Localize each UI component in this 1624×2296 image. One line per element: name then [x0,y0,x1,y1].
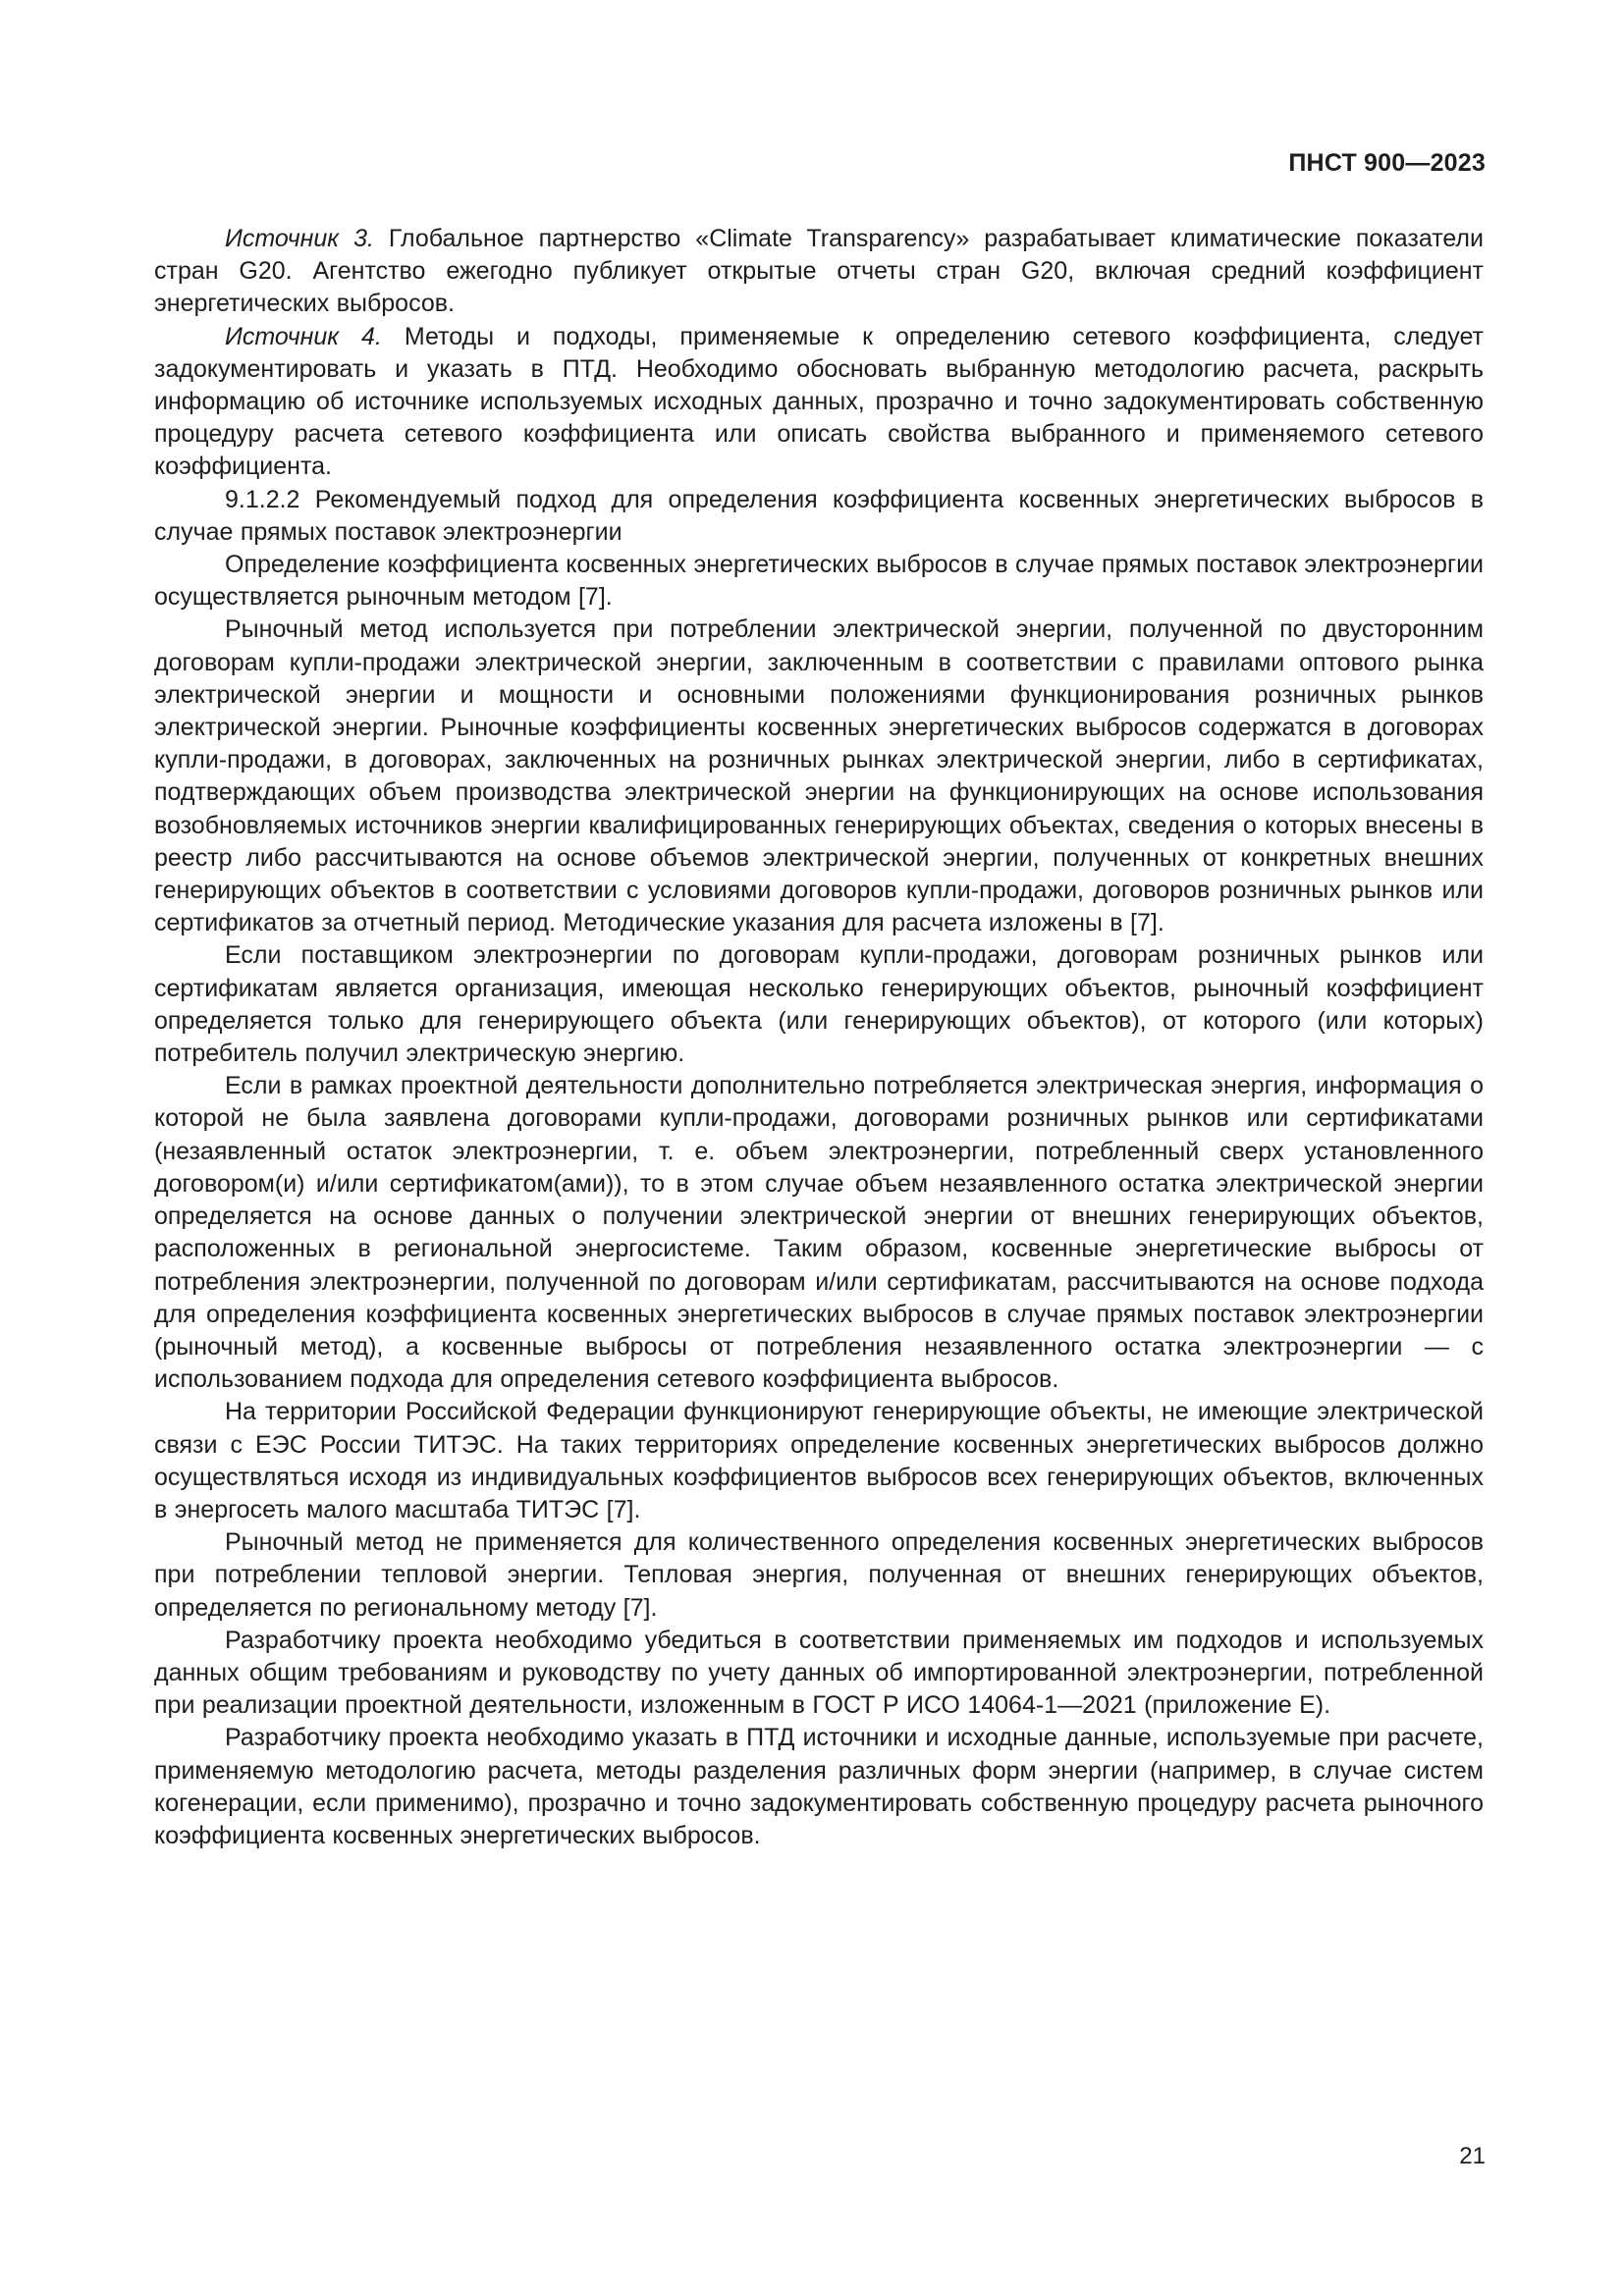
paragraph-source-3 [154,223,1484,321]
paragraph [154,1396,1484,1526]
paragraph-source-4 [154,321,1484,484]
section-heading-9-1-2-2 [154,484,1484,549]
paragraph-text: Если в рамках проектной деятельности дополнительно потребляется электрическая энергия, информация о которой не была заявлена договорами купли-продажи, договорами розничных рынков или сертификатами (незаявленный остаток электроэнергии, т. е. объем электроэнергии, потребленный сверх установленного договором(и) и/или сертификатом(ами)), то в этом случае объем незаявленного остатка электрической энергии определяется на основе данных о получении электрической энергии от внешних генерирующих объектов, расположенных в региональной энергосистеме. Таким образом, косвенные энергетические выбросы от потребления электроэнергии, полученной по договорам и/или сертификатам, рассчитываются на основе подхода для определения коэффициента косвенных энергетических выбросов в случае прямых поставок электроэнергии (рыночный метод), а косвенные выбросы от потребления незаявленного остатка электроэнергии — с использованием подхода для определения сетевого коэффициента выбросов. [154,1072,1484,1394]
paragraph [154,1526,1484,1625]
paragraph [154,549,1484,614]
page-number: 21 [1459,2143,1486,2169]
paragraph-lead-italic: Источник 4. [225,322,382,350]
paragraph [154,1625,1484,1723]
paragraph-text: Разработчику проекта необходимо указать в ПТД источники и исходные данные, используемые при расчете, применяемую методологию расчета, методы разделения различных форм энергии (например, в случае систем когенерации, если применимо), прозрачно и точно задокументировать собственную процедуру расчета рыночного коэффициента косвенных энергетических выбросов. [154,1724,1484,1849]
paragraph [154,614,1484,939]
paragraph-lead-italic: Источник 3. [225,225,374,252]
paragraph [154,939,1484,1070]
document-header-standard-id: ПНСТ 900—2023 [1288,149,1486,177]
paragraph-text: На территории Российской Федерации функционируют генерирующие объекты, не имеющие электрической связи с ЕЭС России ТИТЭС. На таких территориях определение косвенных энергетических выбросов должно осуществляться исходя из индивидуальных коэффициентов выбросов всех генерирующих объектов, включенных в энергосеть малого масштаба ТИТЭС [7]. [154,1398,1484,1523]
paragraph-text: Рыночный метод используется при потреблении электрической энергии, полученной по двусторонним договорам купли-продажи электрической энергии, заключенным в соответствии с правилами оптового рынка электрической энергии и мощности и основными положениями функционирования розничных рынков электрической энергии. Рыночные коэффициенты косвенных энергетических выбросов содержатся в договорах купли-продажи, в договорах, заключенных на розничных рынках электрической энергии, либо в сертификатах, подтверждающих объем производства электрической энергии на функционирующих на основе использования возобновляемых источников энергии квалифицированных генерирующих объектах, сведения о которых внесены в реестр либо рассчитываются на основе объемов электрической энергии, полученных от конкретных внешних генерирующих объектов в соответствии с условиями договоров купли-продажи, договоров розничных рынков или сертификатов за отчетный период. Методические указания для расчета изложены в [7]. [154,615,1484,937]
paragraph-text: Определение коэффициента косвенных энергетических выбросов в случае прямых поставок электроэнергии осуществляется рыночным методом [7]. [154,551,1484,612]
paragraph-text: Разработчику проекта необходимо убедиться в соответствии применяемых им подходов и используемых данных общим требованиям и руководству по учету данных об импортированной электроэнергии, потребленной при реализации проектной деятельности, изложенным в ГОСТ Р ИСО 14064-1—2021 (приложение Е). [154,1626,1484,1720]
paragraph-text: Методы и подходы, применяемые к определению сетевого коэффициента, следует задокументировать и указать в ПТД. Необходимо обосновать выбранную методологию расчета, раскрыть информацию об источнике используемых исходных данных, прозрачно и точно задокументировать собственную процедуру расчета сетевого коэффициента или описать свойства выбранного и применяемого сетевого коэффициента. [154,322,1484,481]
paragraph-text: 9.1.2.2 Рекомендуемый подход для определения коэффициента косвенных энергетических выбросов в случае прямых поставок электроэнергии [154,485,1484,546]
document-body [154,223,1484,1852]
paragraph [154,1722,1484,1852]
paragraph [154,1070,1484,1396]
paragraph-text: Если поставщиком электроэнергии по договорам купли-продажи, договорам розничных рынков или сертификатам является организация, имеющая несколько генерирующих объектов, рыночный коэффициент определяется только для генерирующего объекта (или генерирующих объектов), от которого (или которых) потребитель получил электрическую энергию. [154,941,1484,1068]
paragraph-text: Рыночный метод не применяется для количественного определения косвенных энергетических выбросов при потреблении тепловой энергии. Тепловая энергия, полученная от внешних генерирующих объектов, определяется по региональному методу [7]. [154,1528,1484,1622]
paragraph-text: Глобальное партнерство «Climate Transparency» разрабатывает климатические показатели стран G20. Агентство ежегодно публикует открытые отчеты стран G20, включая средний коэффициент энергетических выбросов. [154,225,1484,318]
